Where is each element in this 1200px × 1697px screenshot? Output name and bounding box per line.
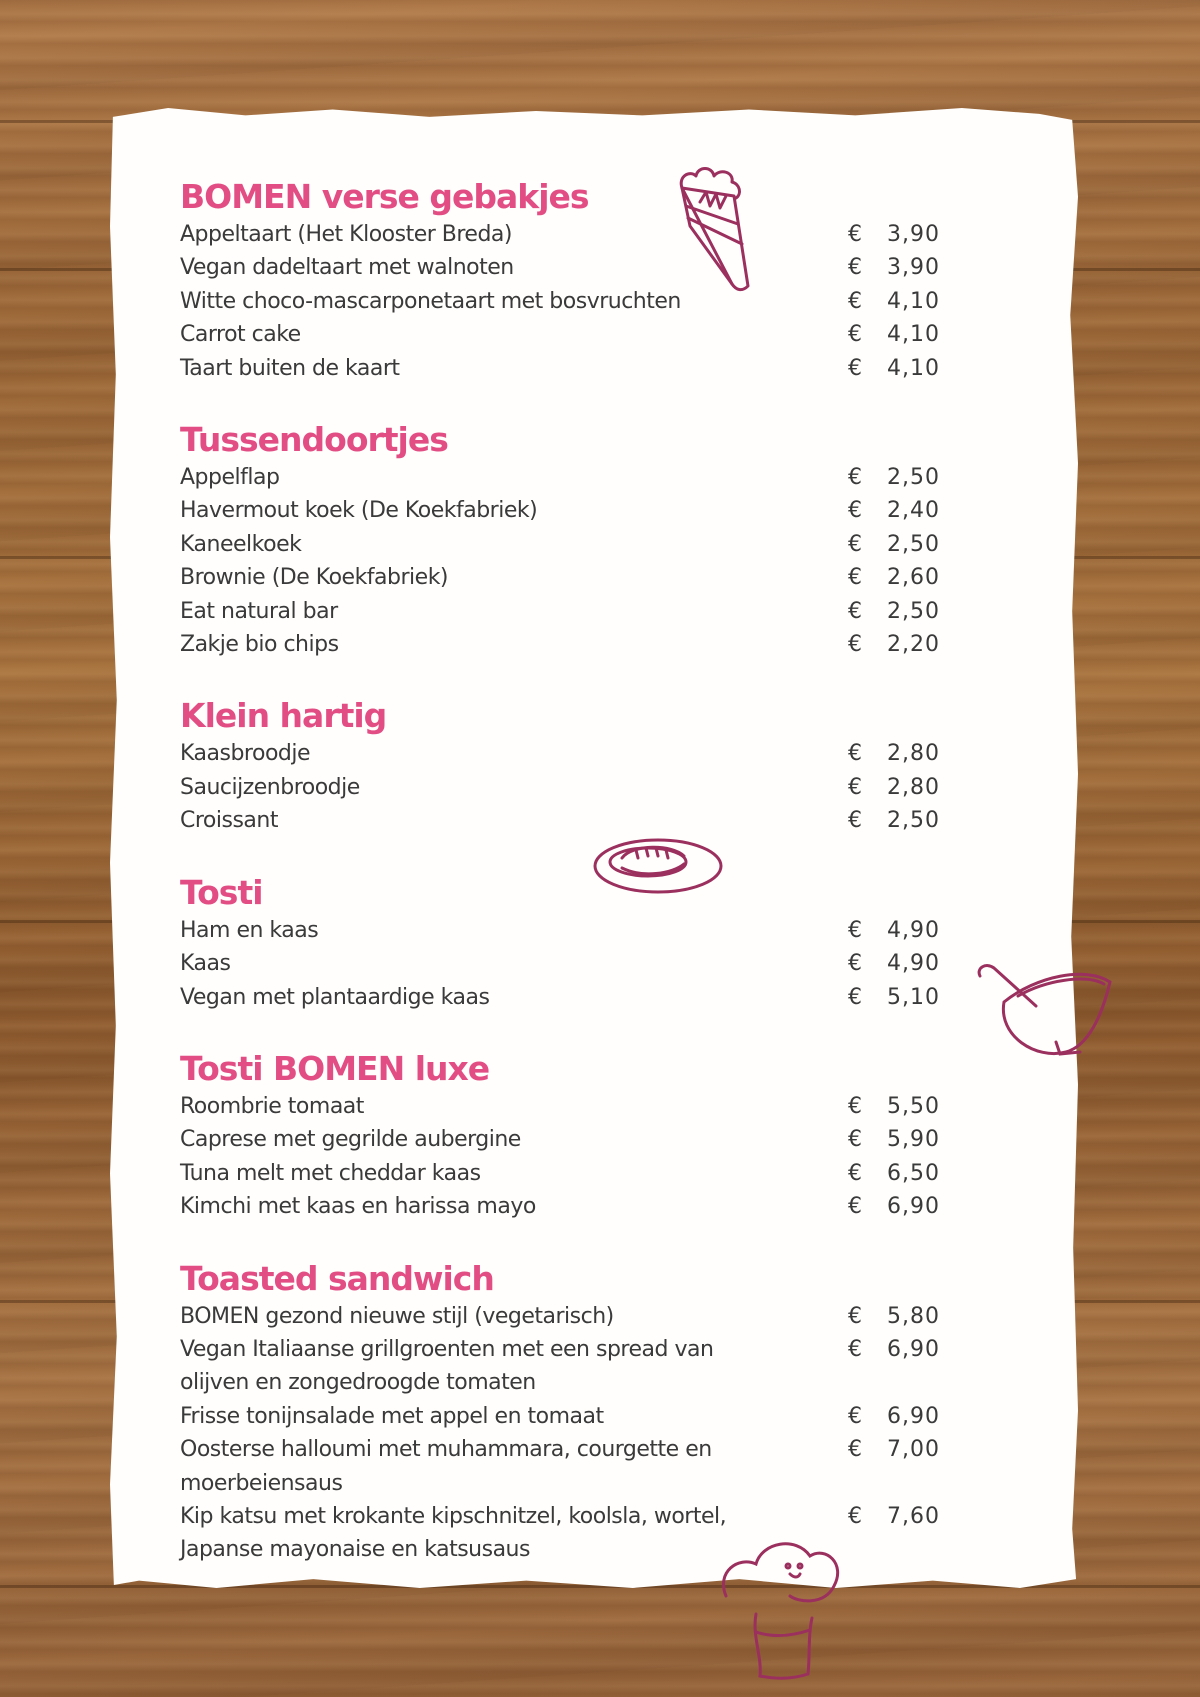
price-currency: € — [848, 1503, 863, 1529]
bowl-with-spoon-icon — [976, 956, 1116, 1060]
item-name: Kaas — [180, 951, 231, 977]
price-value: 5,50 — [887, 1093, 940, 1119]
price-value: 2,80 — [887, 774, 940, 800]
item-price — [848, 528, 940, 561]
price-value: 5,10 — [887, 984, 940, 1010]
menu-item — [180, 494, 940, 527]
price-currency: € — [848, 1303, 863, 1329]
price-value: 4,10 — [887, 288, 940, 314]
item-name: Vegan Italiaanse grillgroenten met een spread van olijven en zongedroogde tomaten — [180, 1336, 714, 1396]
item-price — [848, 461, 940, 494]
price-currency: € — [848, 531, 863, 557]
price-currency: € — [848, 917, 863, 943]
menu-item — [180, 1123, 940, 1156]
item-name: Kaneelkoek — [180, 531, 302, 557]
price-value: 2,80 — [887, 741, 940, 767]
menu-section-tussendoortjes — [180, 419, 940, 661]
menu-item — [180, 914, 940, 947]
price-value: 3,90 — [887, 255, 940, 281]
item-name: Appeltaart (Het Klooster Breda) — [180, 222, 512, 247]
menu-section-toasted-sandwich — [180, 1258, 940, 1567]
price-currency: € — [848, 774, 863, 800]
item-price — [848, 1400, 940, 1433]
price-value: 3,90 — [887, 222, 940, 247]
price-value: 2,50 — [887, 531, 940, 557]
menu-item — [180, 981, 940, 1014]
item-name: Saucijzenbroodje — [180, 774, 360, 800]
item-name: Brownie (De Koekfabriek) — [180, 565, 449, 591]
price-currency: € — [848, 222, 863, 247]
menu-item — [180, 461, 940, 494]
item-price — [848, 352, 940, 385]
menu-item — [180, 804, 940, 837]
item-price — [848, 561, 940, 594]
item-price — [848, 285, 940, 318]
item-name: Kip katsu met krokante kipschnitzel, koolsla, wortel, Japanse mayonaise en katsusaus — [180, 1503, 727, 1563]
price-currency: € — [848, 632, 863, 658]
cake-slice-icon — [676, 166, 756, 296]
item-name: Zakje bio chips — [180, 632, 339, 658]
menu-item — [180, 947, 940, 980]
menu-item — [180, 285, 940, 318]
menu-item — [180, 218, 940, 251]
price-currency: € — [848, 498, 863, 524]
item-name: Witte choco-mascarponetaart met bosvruchten — [180, 288, 681, 314]
item-price — [848, 218, 940, 251]
price-currency: € — [848, 1336, 863, 1362]
item-price — [848, 1157, 940, 1190]
item-price — [848, 771, 940, 804]
price-currency: € — [848, 808, 863, 834]
item-price — [848, 1123, 940, 1156]
price-currency: € — [848, 565, 863, 591]
menu-section-gebakjes — [180, 176, 940, 385]
section-title: BOMEN verse gebakjes — [180, 177, 589, 216]
price-currency: € — [848, 1093, 863, 1119]
price-currency: € — [848, 1403, 863, 1429]
item-price — [848, 737, 940, 770]
price-value: 6,90 — [887, 1403, 940, 1429]
item-price — [848, 1500, 940, 1533]
price-currency: € — [848, 288, 863, 314]
price-value: 6,50 — [887, 1160, 940, 1186]
item-price — [848, 628, 940, 661]
item-name: Roombrie tomaat — [180, 1093, 364, 1119]
item-name: Eat natural bar — [180, 598, 338, 624]
price-currency: € — [848, 1127, 863, 1153]
section-title: Tosti BOMEN luxe — [180, 1048, 490, 1088]
price-currency: € — [848, 1160, 863, 1186]
item-price — [848, 318, 940, 351]
price-currency: € — [848, 1437, 863, 1463]
item-price — [848, 1433, 940, 1466]
menu-item — [180, 737, 940, 770]
item-name: Kimchi met kaas en harissa mayo — [180, 1194, 536, 1220]
chef-hat-icon — [716, 1536, 856, 1686]
price-value: 4,10 — [887, 322, 940, 348]
price-currency: € — [848, 984, 863, 1010]
price-currency: € — [848, 322, 863, 348]
item-price — [848, 804, 940, 837]
item-price — [848, 1333, 940, 1366]
menu-item — [180, 1190, 940, 1223]
item-name: Havermout koek (De Koekfabriek) — [180, 498, 538, 524]
menu-item — [180, 561, 940, 594]
menu-item — [180, 1433, 940, 1500]
price-currency: € — [848, 598, 863, 624]
price-value: 2,50 — [887, 598, 940, 624]
price-value: 6,90 — [887, 1336, 940, 1362]
item-name: Appelflap — [180, 465, 280, 491]
item-name: Taart buiten de kaart — [180, 355, 400, 381]
section-title: Toasted sandwich — [180, 1258, 494, 1298]
item-name: Croissant — [180, 808, 278, 834]
menu-section-klein-hartig — [180, 695, 940, 837]
price-value: 4,10 — [887, 355, 940, 381]
menu-item — [180, 251, 940, 284]
price-value: 2,40 — [887, 498, 940, 524]
menu-section-tosti — [180, 872, 940, 1014]
menu-item — [180, 318, 940, 351]
item-name: Frisse tonijnsalade met appel en tomaat — [180, 1403, 604, 1429]
price-value: 2,50 — [887, 465, 940, 491]
section-title: Tussendoortjes — [180, 420, 448, 460]
price-currency: € — [848, 255, 863, 281]
item-name: Kaasbroodje — [180, 741, 311, 767]
price-value: 7,60 — [887, 1503, 940, 1529]
menu-item — [180, 1333, 940, 1400]
price-currency: € — [848, 1194, 863, 1220]
item-price — [848, 947, 940, 980]
item-name: Carrot cake — [180, 322, 301, 348]
price-value: 2,20 — [887, 632, 940, 658]
price-value: 7,00 — [887, 1437, 940, 1463]
menu-item — [180, 1300, 940, 1333]
menu-item — [180, 771, 940, 804]
menu-card — [180, 176, 940, 1601]
menu-item — [180, 628, 940, 661]
item-name: Ham en kaas — [180, 917, 319, 943]
menu-item — [180, 1400, 940, 1433]
menu-item — [180, 1090, 940, 1123]
price-value: 5,90 — [887, 1127, 940, 1153]
price-value: 2,60 — [887, 565, 940, 591]
item-price — [848, 1190, 940, 1223]
price-value: 2,50 — [887, 808, 940, 834]
menu-section-tosti-luxe — [180, 1048, 940, 1224]
menu-item — [180, 528, 940, 561]
item-name: Tuna melt met cheddar kaas — [180, 1160, 481, 1186]
item-name: Vegan dadeltaart met walnoten — [180, 255, 514, 281]
item-price — [848, 494, 940, 527]
item-name: BOMEN gezond nieuwe stijl (vegetarisch) — [180, 1303, 614, 1329]
section-title: Klein hartig — [180, 696, 387, 736]
price-currency: € — [848, 465, 863, 491]
item-name: Vegan met plantaardige kaas — [180, 984, 490, 1010]
price-value: 5,80 — [887, 1303, 940, 1329]
item-price — [848, 914, 940, 947]
sausage-roll-plate-icon — [592, 834, 726, 896]
price-value: 4,90 — [887, 951, 940, 977]
item-price — [848, 981, 940, 1014]
item-price — [848, 1300, 940, 1333]
price-currency: € — [848, 951, 863, 977]
menu-item — [180, 595, 940, 628]
section-title: Tosti — [180, 872, 263, 912]
price-value: 6,90 — [887, 1194, 940, 1220]
item-price — [848, 251, 940, 284]
menu-item — [180, 352, 940, 385]
price-currency: € — [848, 355, 863, 381]
menu-item — [180, 1157, 940, 1190]
item-name: Caprese met gegrilde aubergine — [180, 1127, 521, 1153]
item-price — [848, 1090, 940, 1123]
item-price — [848, 595, 940, 628]
price-currency: € — [848, 741, 863, 767]
price-value: 4,90 — [887, 917, 940, 943]
item-name: Oosterse halloumi met muhammara, courgette en moerbeiensaus — [180, 1437, 712, 1496]
